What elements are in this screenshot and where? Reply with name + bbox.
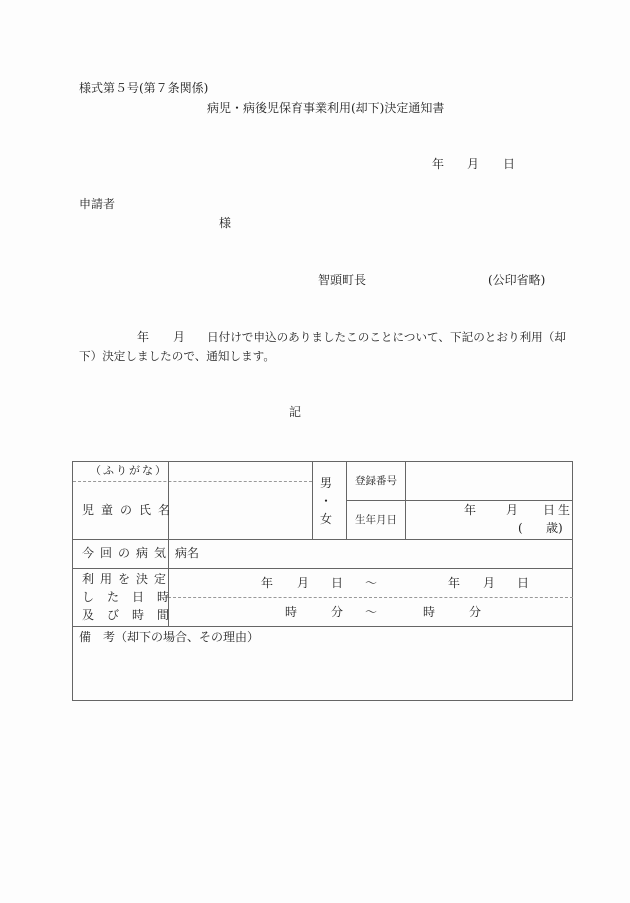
child-name-input[interactable] — [173, 483, 311, 538]
remarks-area[interactable] — [73, 647, 572, 699]
illness-prefix: 病名 — [175, 546, 200, 560]
record-mark: 記 — [289, 405, 302, 419]
date-year: 年 — [432, 157, 445, 171]
document-title: 病児・病後児保育事業利用(却下)決定通知書 — [207, 101, 445, 115]
date-day: 日 — [503, 157, 516, 171]
decision-label-2: した日時 — [82, 590, 183, 604]
decision-label-1: 利用を決定 — [82, 572, 173, 586]
row-divider — [73, 626, 573, 627]
decision-table — [72, 461, 573, 701]
to-year: 年 — [448, 576, 461, 590]
applicant-honorific: 様 — [219, 216, 232, 230]
from-day: 日 — [331, 576, 344, 590]
col-divider — [312, 462, 313, 539]
sex-female[interactable]: 女 — [320, 512, 333, 526]
birthdate-label: 生年月日 — [355, 514, 397, 526]
furigana-input[interactable] — [173, 462, 311, 480]
time-divider — [168, 597, 573, 598]
applicant-label: 申請者 — [79, 197, 116, 211]
birth-month: 月 — [506, 503, 519, 517]
col-divider — [346, 462, 347, 539]
furigana-label: （ふりがな） — [90, 464, 168, 477]
seal-note: (公印省略) — [488, 273, 546, 287]
col-divider — [405, 462, 406, 539]
child-name-label: 児童の氏名 — [82, 503, 178, 517]
body-line-1: 日付けで申込のありましたこのことについて、下記のとおり利用（却 — [207, 330, 566, 344]
from-hour: 時 — [285, 605, 298, 619]
to-hour: 時 — [423, 605, 436, 619]
furigana-divider — [73, 481, 312, 482]
row-divider — [73, 539, 573, 540]
date-month: 月 — [467, 157, 480, 171]
from-year: 年 — [261, 576, 274, 590]
age-close: 歳) — [546, 521, 563, 535]
remarks-label: 備 考（却下の場合、その理由） — [79, 630, 260, 644]
birth-year: 年 — [464, 503, 477, 517]
age-open: ( — [518, 521, 523, 535]
illness-label: 今回の病気 — [82, 546, 173, 560]
issuer-name: 智頭町長 — [318, 273, 367, 287]
registration-label: 登録番号 — [355, 475, 397, 487]
body-line-2: 下）決定しましたので、通知します。 — [79, 349, 275, 363]
decision-label-3: 及び時間 — [82, 608, 183, 622]
date-tilde: ～ — [365, 576, 378, 590]
to-minute: 分 — [469, 605, 482, 619]
birth-day: 日生 — [543, 503, 574, 517]
from-minute: 分 — [331, 605, 344, 619]
registration-input[interactable] — [408, 462, 572, 499]
body-year: 年 — [137, 330, 150, 344]
sex-male[interactable]: 男 — [320, 476, 333, 490]
registration-divider — [346, 500, 573, 501]
to-day: 日 — [517, 576, 530, 590]
body-month: 月 — [173, 330, 186, 344]
from-month: 月 — [297, 576, 310, 590]
time-tilde: ～ — [365, 605, 378, 619]
form-number: 様式第５号(第７条関係) — [79, 81, 209, 95]
to-month: 月 — [483, 576, 496, 590]
sex-dot: ・ — [320, 494, 333, 508]
row-divider — [73, 568, 573, 569]
